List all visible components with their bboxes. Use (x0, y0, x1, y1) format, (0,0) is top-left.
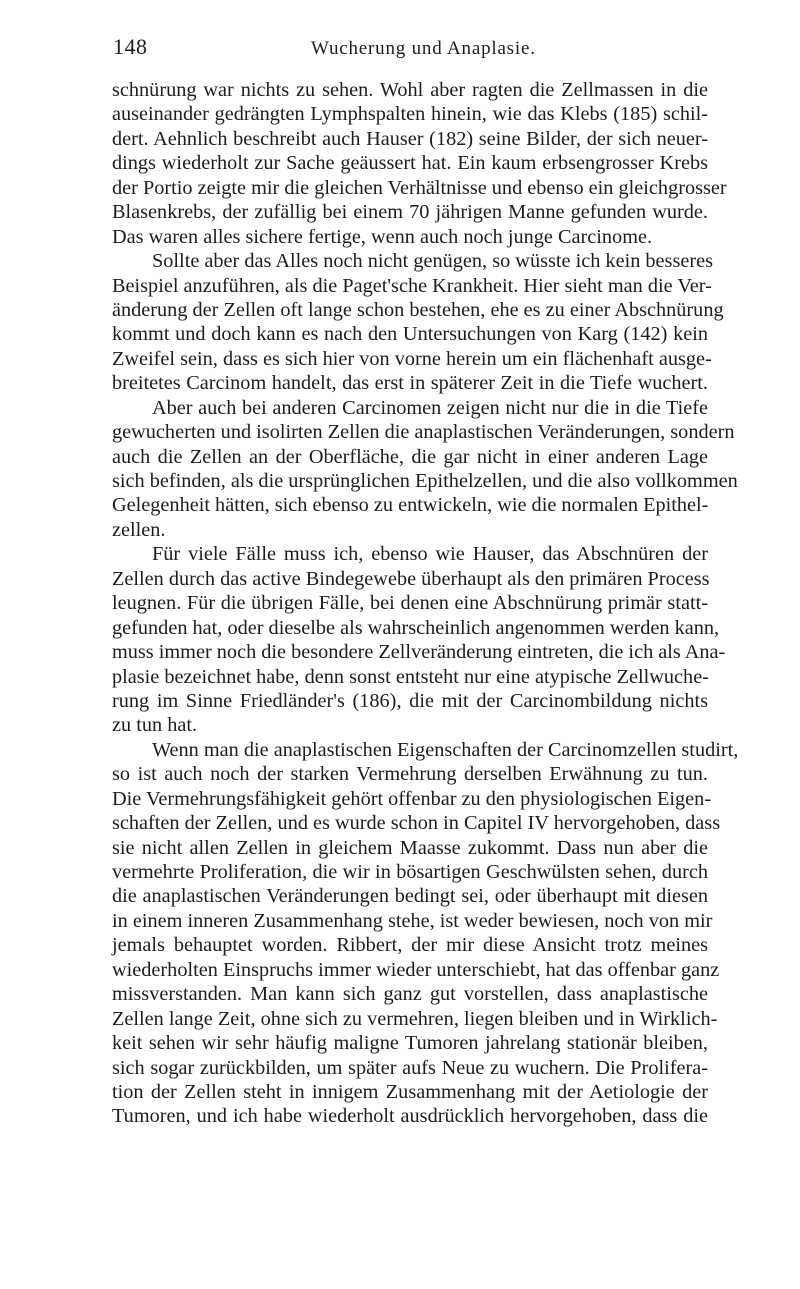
text-line: so ist auch noch der starken Vermehrung derselben Erwähnung zu tun. (112, 763, 708, 786)
text-line: sie nicht allen Zellen in gleichem Maasse zukommt. Dass nun aber die (112, 836, 708, 859)
text-line: dert. Aehnlich beschreibt auch Hauser (182) seine Bilder, der sich neuer- (112, 127, 708, 150)
text-line: in einem inneren Zusammenhang stehe, ist weder bewiesen, noch von mir (112, 909, 713, 932)
text-line: leugnen. Für die übrigen Fälle, bei denen eine Abschnürung primär statt- (112, 592, 708, 615)
text-line: gewucherten und isolirten Zellen die anaplastischen Veränderungen, sondern (112, 421, 735, 444)
text-line: der Portio zeigte mir die gleichen Verhältnisse und ebenso ein gleichgrosser (112, 176, 727, 199)
text-line: Für viele Fälle muss ich, ebenso wie Hauser, das Abschnüren der (152, 543, 708, 566)
text-line: gefunden hat, oder dieselbe als wahrscheinlich angenommen werden kann, (112, 616, 720, 639)
text-line: rung im Sinne Friedländer's (186), die mit der Carcinombildung nichts (112, 689, 708, 712)
text-line: Sollte aber das Alles noch nicht genügen, so wüsste ich kein besseres (152, 250, 713, 273)
text-line: vermehrte Proliferation, die wir in bösartigen Geschwülsten sehen, durch (112, 861, 708, 883)
text-line: schnürung war nichts zu sehen. Wohl aber ragten die Zellmassen in die (112, 79, 708, 101)
text-line: Zweifel sein, dass es sich hier von vorne herein um ein flächenhaft ausge- (112, 347, 712, 370)
text-line: Zellen lange Zeit, ohne sich zu vermehren, liegen bleiben und in Wirklich- (112, 1007, 718, 1030)
text-line: tion der Zellen steht in innigem Zusammenhang mit der Aetiologie der (112, 1080, 708, 1103)
text-line: muss immer noch die besondere Zellveränderung eintreten, die ich als Ana- (112, 641, 726, 664)
text-line: Das waren alles sichere fertige, wenn auch noch junge Carcinome. (112, 225, 653, 248)
text-line: Wenn man die anaplastischen Eigenschaften der Carcinomzellen studirt, (152, 738, 739, 761)
text-line: Beispiel anzuführen, als die Paget'sche Krankheit. Hier sieht man die Ver- (112, 274, 712, 297)
text-line: auseinander gedrängten Lymphspalten hinein, wie das Klebs (185) schil- (112, 103, 708, 126)
text-line: kommt und doch kann es nach den Untersuchungen von Karg (142) kein (112, 323, 708, 346)
running-head: Wucherung und Anaplasie. (311, 38, 536, 59)
text-line: sich sogar zurückbilden, um später aufs Neue zu wuchern. Die Prolifera- (112, 1056, 708, 1079)
body-text (112, 78, 739, 1129)
text-line: Aber auch bei anderen Carcinomen zeigen nicht nur die in die Tiefe (152, 396, 708, 419)
text-line: breitetes Carcinom handelt, das erst in späterer Zeit in die Tiefe wuchert. (112, 372, 708, 395)
text-line: missverstanden. Man kann sich ganz gut vorstellen, dass anaplastische (112, 983, 708, 1006)
text-line: sich befinden, als die ursprünglichen Epithelzellen, und die also vollkommen (112, 470, 738, 492)
text-line: änderung der Zellen oft lange schon bestehen, ehe es zu einer Abschnürung (112, 298, 724, 321)
text-line: die anaplastischen Veränderungen bedingt sei, oder überhaupt mit diesen (112, 885, 708, 908)
text-line: schaften der Zellen, und es wurde schon in Capitel IV hervorgehoben, dass (112, 812, 721, 835)
text-line: Tumoren, und ich habe wiederholt ausdrücklich hervorgehoben, dass die (112, 1105, 708, 1128)
text-line: keit sehen wir sehr häufig maligne Tumoren jahrelang stationär bleiben, (112, 1032, 708, 1055)
page-number: 148 (113, 34, 148, 59)
text-line: zu tun hat. (112, 714, 198, 737)
text-line: wiederholten Einspruchs immer wieder unterschiebt, hat das offenbar ganz (112, 958, 720, 981)
text-line: Gelegenheit hätten, sich ebenso zu entwickeln, wie die normalen Epithel- (112, 494, 709, 517)
text-line: Blasenkrebs, der zufällig bei einem 70 jährigen Manne gefunden wurde. (112, 201, 708, 224)
text-line: plasie bezeichnet habe, denn sonst entsteht nur eine atypische Zellwuche- (112, 665, 709, 688)
text-line: dings wiederholt zur Sache geäussert hat. Ein kaum erbsengrosser Krebs (112, 152, 708, 175)
text-line: jemals behauptet worden. Ribbert, der mir diese Ansicht trotz meines (112, 934, 708, 957)
text-line: auch die Zellen an der Oberfläche, die gar nicht in einer anderen Lage (112, 445, 708, 468)
text-line: zellen. (112, 518, 166, 541)
text-line: Zellen durch das active Bindegewebe überhaupt als den primären Process (112, 567, 710, 590)
text-line: Die Vermehrungsfähigkeit gehört offenbar zu den physiologischen Eigen- (112, 787, 712, 810)
